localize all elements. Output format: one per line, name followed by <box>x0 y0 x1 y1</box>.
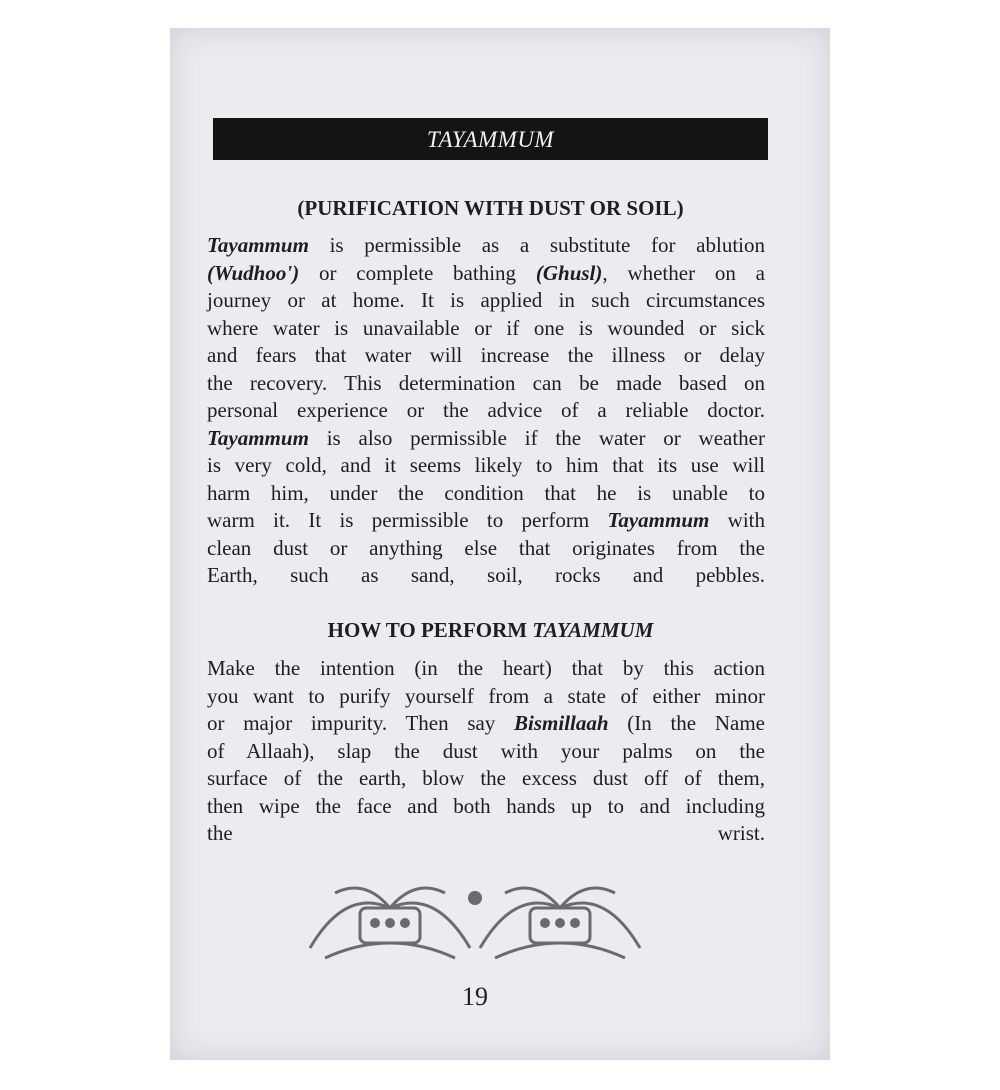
text-line <box>207 738 765 766</box>
text-segment: and fears that water will increase the illness or delay <box>207 343 765 367</box>
text-segment: is permissible as a substitute for ablution <box>308 233 765 257</box>
subtitle: (PURIFICATION WITH DUST OR SOIL) <box>297 196 684 220</box>
text-line <box>207 370 765 398</box>
text-segment: Earth, such as sand, soil, rocks and pebbles. <box>207 563 765 587</box>
text-segment: of Allaah), slap the dust with your palms on the <box>207 738 765 763</box>
text-line <box>207 425 765 453</box>
text-line <box>207 683 765 711</box>
section-heading <box>213 618 768 643</box>
paragraph-2 <box>207 655 765 848</box>
text-line <box>207 342 765 370</box>
text-line <box>207 232 765 260</box>
text-line <box>207 710 765 738</box>
text-segment: with <box>709 508 765 532</box>
text-line <box>207 397 765 425</box>
text-segment: the recovery. This determination can be made based on <box>207 370 765 395</box>
heading-italic: TAYAMMUM <box>532 618 654 642</box>
text-segment: Make the intention (in the heart) that by this action <box>207 656 765 680</box>
text-segment: clean dust or anything else that originates from the <box>207 535 765 560</box>
text-segment: then wipe the face and both hands up to and including <box>207 793 765 818</box>
paragraph-1 <box>207 232 765 590</box>
ornament-icon <box>305 868 645 963</box>
heading-prefix: HOW TO PERFORM <box>327 618 533 642</box>
text-segment: the wrist. <box>207 821 765 845</box>
text-segment: surface of the earth, blow the excess dust off of them, <box>207 766 765 790</box>
text-segment: you want to purify yourself from a state of either minor <box>207 683 765 708</box>
text-line <box>207 480 765 508</box>
page-number: 19 <box>462 982 488 1011</box>
emphasis-term: (Ghusl) <box>535 260 603 285</box>
text-segment: or major impurity. Then say <box>207 711 515 735</box>
text-segment: or complete bathing <box>299 260 536 285</box>
text-line <box>207 287 765 315</box>
text-segment: warm it. It is permissible to perform <box>207 508 608 532</box>
text-line <box>207 765 765 793</box>
emphasis-term: Bismillaah <box>514 711 609 735</box>
emphasis-term: (Wudhoo') <box>207 260 300 285</box>
text-line <box>207 535 765 563</box>
text-segment: harm him, under the condition that he is unable to <box>207 480 765 505</box>
text-segment: , whether on a <box>602 260 765 285</box>
text-line <box>207 562 765 590</box>
text-segment: where water is unavailable or if one is wounded or sick <box>207 315 765 340</box>
text-line <box>207 315 765 343</box>
text-line <box>207 507 765 535</box>
chapter-title-bar <box>213 118 768 160</box>
text-line <box>207 820 765 848</box>
emphasis-term: Tayammum <box>207 425 309 450</box>
text-line <box>207 655 765 683</box>
text-line <box>207 260 765 288</box>
text-line <box>207 793 765 821</box>
text-segment: is also permissible if the water or weather <box>308 425 765 450</box>
chapter-title: TAYAMMUM <box>426 127 555 152</box>
text-line <box>207 452 765 480</box>
text-segment: (In the Name <box>608 711 765 735</box>
text-segment: journey or at home. It is applied in such circumstances <box>207 288 765 312</box>
text-segment: personal experience or the advice of a reliable doctor. <box>207 398 765 422</box>
emphasis-term: Tayammum <box>207 233 309 257</box>
emphasis-term: Tayammum <box>607 508 710 532</box>
text-segment: is very cold, and it seems likely to him that its use will <box>207 453 765 477</box>
